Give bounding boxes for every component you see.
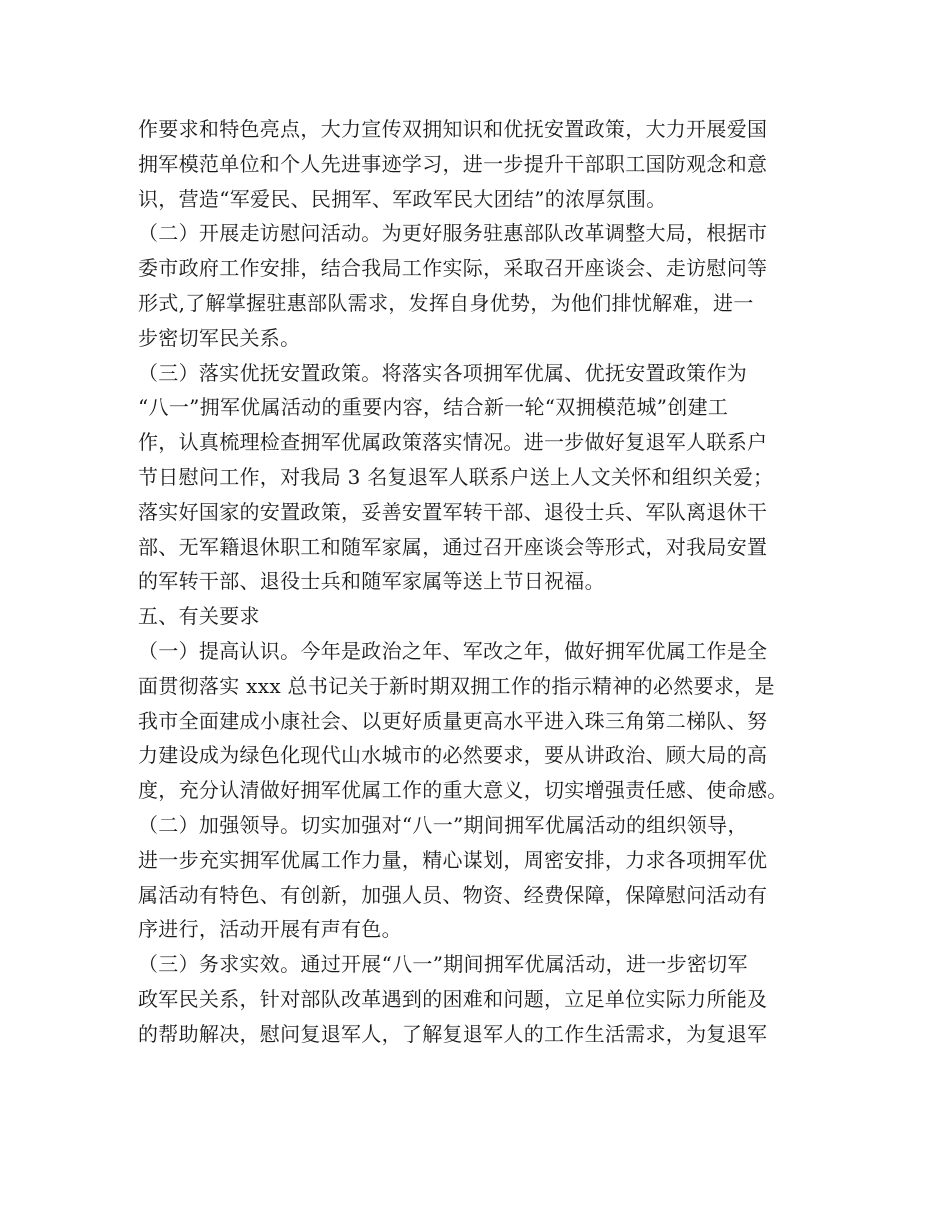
requirement-1-line: （一）提高认识。今年是政治之年、军改之年，做好拥军优属工作是全: [138, 638, 768, 663]
text-line: 度，充分认清做好拥军优属工作的重大意义，切实增强责任感、使命感。: [138, 778, 788, 803]
text-line: 作要求和特色亮点，大力宣传双拥知识和优抚安置政策，大力开展爱国: [138, 117, 768, 141]
text-line: 序进行，活动开展有声有色。: [138, 917, 402, 942]
text-line: “八一”拥军优属活动的重要内容，结合新一轮“双拥模范城”创建工: [138, 395, 729, 420]
text-line: 政军民关系，针对部队改革遇到的困难和问题，立足单位实际力所能及: [138, 986, 768, 1011]
text-line: 作，认真梳理检查拥军优属政策落实情况。进一步做好复退军人联系户: [138, 430, 768, 455]
section-2-heading-line: （二）开展走访慰问活动。为更好服务驻惠部队改革调整大局，根据市: [138, 221, 768, 246]
text-line: 面贯彻落实 xxx 总书记关于新时期双拥工作的指示精神的必然要求，是: [138, 673, 775, 698]
text-line: 我市全面建成小康社会、以更好质量更高水平进入珠三角第二梯队、努: [138, 708, 768, 733]
document-body: [138, 112, 838, 1052]
section-3-heading-line: （三）落实优抚安置政策。将落实各项拥军优属、优抚安置政策作为: [138, 360, 747, 385]
text-line: 的军转干部、退役士兵和随军家属等送上节日祝福。: [138, 569, 605, 594]
text-line: 识，营造“军爱民、民拥军、军政军民大团结”的浓厚氛围。: [138, 186, 667, 211]
text-line: 落实好国家的安置政策，妥善安置军转干部、退役士兵、军队离退休干: [138, 499, 768, 524]
text-line: 委市政府工作安排，结合我局工作实际，采取召开座谈会、走访慰问等: [138, 256, 768, 281]
text-line: 形式,了解掌握驻惠部队需求，发挥自身优势，为他们排忧解难，进一: [138, 290, 754, 315]
text-line: 步密切军民关系。: [138, 325, 301, 350]
text-line: 节日慰问工作，对我局 3 名复退军人联系户送上人文关怀和组织关爱；: [138, 464, 774, 489]
section-heading-requirements: 五、有关要求: [138, 604, 260, 629]
text-line: 部、无军籍退休职工和随军家属，通过召开座谈会等形式，对我局安置: [138, 534, 768, 559]
text-line: 进一步充实拥军优属工作力量，精心谋划，周密安排，力求各项拥军优: [138, 847, 768, 872]
text-line: 力建设成为绿色化现代山水城市的必然要求，要从讲政治、顾大局的高: [138, 743, 768, 768]
text-line: 的帮助解决，慰问复退军人，了解复退军人的工作生活需求，为复退军: [138, 1021, 768, 1046]
text-line: 拥军模范单位和个人先进事迹学习，进一步提升干部职工国防观念和意: [138, 151, 768, 176]
requirement-3-line: （三）务求实效。通过开展“八一”期间拥军优属活动，进一步密切军: [138, 952, 748, 977]
text-line: 属活动有特色、有创新，加强人员、物资、经费保障，保障慰问活动有: [138, 882, 768, 907]
requirement-2-line: （二）加强领导。切实加强对“八一”期间拥军优属活动的组织领导，: [138, 812, 748, 837]
